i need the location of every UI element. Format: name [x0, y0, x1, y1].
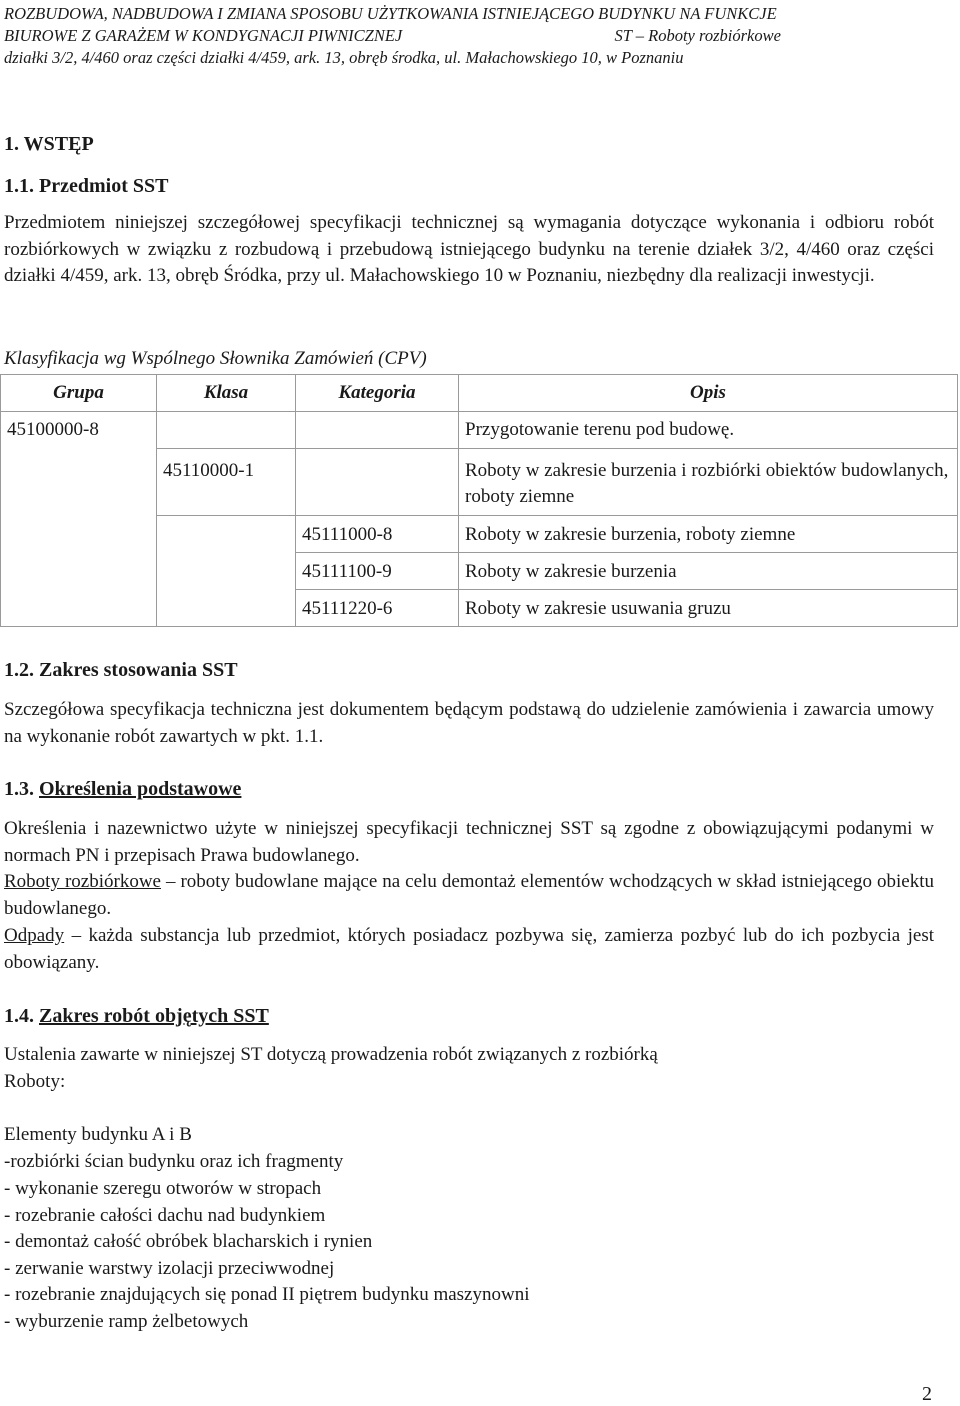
list-item: -rozbiórki ścian budynku oraz ich fragmenty — [4, 1151, 344, 1172]
heading-okreslenia-number: 1.3. — [4, 778, 39, 800]
paragraph-okreslenia: Określenia i nazewnictwo użyte w niniejszej specyfikacji technicznej SST są zgodne z obowiązującymi podanymi w normach PN i przepisach Prawa budowlanego. — [4, 818, 934, 866]
heading-okreslenia — [4, 778, 241, 801]
table-row — [1, 590, 958, 627]
heading-zakres-robot-text: Zakres robót objętych SST — [39, 1005, 269, 1027]
cpv-caption: Klasyfikacja wg Wspólnego Słownika Zamówień (CPV) — [4, 348, 427, 369]
cpv-category-code: 45111100-9 — [296, 553, 459, 590]
cpv-header-row — [1, 375, 958, 412]
table-row — [1, 449, 958, 516]
heading-zakres-robot-number: 1.4. — [4, 1005, 39, 1027]
list-item: - rozebranie znajdujących się ponad II piętrem budynku maszynowni — [4, 1284, 530, 1305]
cpv-class-code: 45110000-1 — [157, 449, 296, 516]
table-row — [1, 553, 958, 590]
list-item: - wykonanie szeregu otworów w stropach — [4, 1178, 322, 1199]
page-number: 2 — [922, 1383, 932, 1405]
header-title-line2 — [4, 26, 781, 46]
header-title-line3: działki 3/2, 4/460 oraz części działki 4/459, ark. 13, obręb środka, ul. Małachowskiego 10, w Poznaniu — [4, 48, 684, 67]
term-roboty-rozbiorkowe-def: – roboty budowlane mające na celu demontaż elementów wchodzących w skład istniejącego obiektu budowlanego. — [4, 871, 934, 919]
cpv-category-code: 45111220-6 — [296, 590, 459, 627]
cpv-header-grupa: Grupa — [1, 375, 157, 412]
list-item: - rozebranie całości dachu nad budynkiem — [4, 1205, 326, 1226]
definition-roboty-rozbiorkowe — [4, 869, 934, 922]
cpv-class-desc: Roboty w zakresie burzenia i rozbiórki obiektów budowlanych, roboty ziemne — [459, 449, 958, 516]
cpv-category-code: 45111000-8 — [296, 516, 459, 553]
header-line2-left: BIUROWE Z GARAŻEM W KONDYGNACJI PIWNICZNEJ — [4, 26, 403, 45]
elementy-title: Elementy budynku A i B — [4, 1124, 192, 1145]
heading-zakres-robot — [4, 1005, 269, 1028]
cpv-table — [0, 374, 958, 627]
roboty-label: Roboty: — [4, 1071, 66, 1092]
cpv-header-klasa: Klasa — [157, 375, 296, 412]
list-item: - zerwanie warstwy izolacji przeciwwodnej — [4, 1258, 335, 1279]
header-title-line1: ROZBUDOWA, NADBUDOWA I ZMIANA SPOSOBU UŻYTKOWANIA ISTNIEJĄCEGO BUDYNKU NA FUNKCJE — [4, 4, 777, 23]
heading-przedmiot-sst: 1.1. Przedmiot SST — [4, 175, 169, 197]
cpv-category-desc: Roboty w zakresie burzenia, roboty ziemne — [459, 516, 958, 553]
heading-okreslenia-text: Określenia podstawowe — [39, 778, 242, 800]
section-heading-wstep: 1. WSTĘP — [4, 133, 94, 155]
paragraph-ustalenia: Ustalenia zawarte w niniejszej ST dotyczą prowadzenia robót związanych z rozbiórką — [4, 1044, 658, 1065]
term-odpady: Odpady — [4, 925, 65, 946]
definition-odpady — [4, 923, 934, 976]
term-odpady-def: – każda substancja lub przedmiot, których posiadacz pozbywa się, zamierza pozbyć lub do ich pozbycia jest obowiązany. — [4, 925, 934, 973]
cpv-category-desc: Roboty w zakresie usuwania gruzu — [459, 590, 958, 627]
term-roboty-rozbiorkowe: Roboty rozbiórkowe — [4, 871, 161, 892]
cpv-category-desc: Roboty w zakresie burzenia — [459, 553, 958, 590]
paragraph-przedmiot: Przedmiotem niniejszej szczegółowej specyfikacji technicznej są wymagania dotyczące wykonania i odbioru robót rozbiórkowych w związku z rozbudową i przebudową istniejącego budynku na terenie działek 3/2, 4/460 oraz części działki 4/459, ark. 13, obręb Śródka, przy ul. Małachowskiego 10 w Poznaniu, niezbędny dla realizacji inwestycji. — [4, 212, 934, 286]
table-row — [1, 516, 958, 553]
cpv-header-kategoria: Kategoria — [296, 375, 459, 412]
list-item: - demontaż całość obróbek blacharskich i rynien — [4, 1231, 373, 1252]
table-row — [1, 412, 958, 449]
cpv-header-opis: Opis — [459, 375, 958, 412]
header-line2-right: ST – Roboty rozbiórkowe — [614, 26, 781, 45]
cpv-group-code: 45100000-8 — [1, 412, 157, 449]
paragraph-zakres-stosowania: Szczegółowa specyfikacja techniczna jest dokumentem będącym podstawą do udzielenie zamówienia i zawarcia umowy na wykonanie robót zawartych w pkt. 1.1. — [4, 699, 934, 747]
list-item: - wyburzenie ramp żelbetowych — [4, 1311, 249, 1332]
cpv-group-desc: Przygotowanie terenu pod budowę. — [459, 412, 958, 449]
heading-zakres-stosowania: 1.2. Zakres stosowania SST — [4, 659, 238, 681]
